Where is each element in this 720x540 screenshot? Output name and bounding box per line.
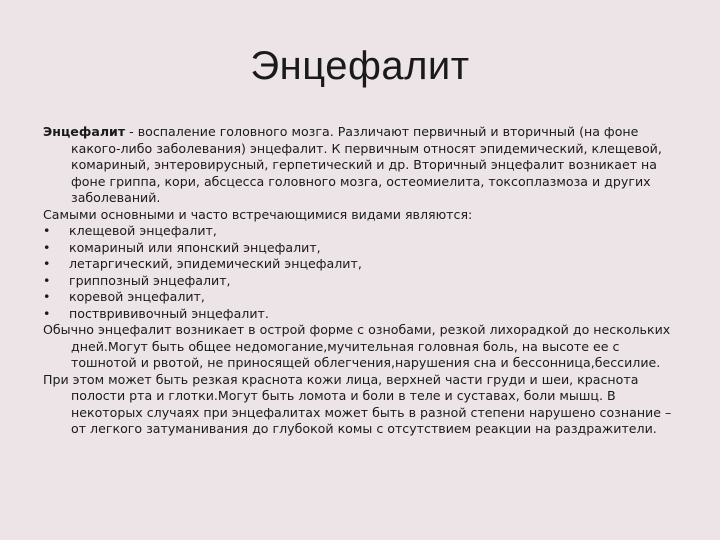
- types-intro: Самыми основными и часто встречающимися видами являются:: [43, 206, 473, 222]
- intro-term: Энцефалит: [43, 124, 126, 139]
- onset-paragraph: Обычно энцефалит возникает в острой форме с ознобами, резкой лихорадкой до нескольких дней.Могут быть общее недомогание,мучительная головная боль, на высоте ее с тошнотой и рвотой, не приносящей облегчения,нарушения сна и бессонница,бессилие.: [43, 322, 671, 370]
- list-item: [43, 256, 683, 273]
- list-item: [43, 273, 683, 290]
- page-title: Энцефалит: [250, 44, 470, 88]
- list-item: [43, 240, 683, 257]
- bullet-icon: •: [43, 256, 51, 271]
- bullet-icon: •: [43, 289, 51, 304]
- bullet-icon: •: [43, 223, 51, 238]
- list-item-text: комариный или японский энцефалит,: [69, 239, 321, 255]
- slide-body: [43, 124, 683, 438]
- list-item-text: летаргический, эпидемический энцефалит,: [69, 256, 362, 271]
- list-item-text: постврививочный энцефалит.: [69, 305, 269, 321]
- intro-text: - воспаление головного мозга. Различают первичный и вторичный (на фоне какого-либо заболевания) энцефалит. К первичным относят эпидемический, клещевой, комариный, энтеровирусный, герпетический и др. Вторичный энцефалит возникает на фоне гриппа, кори, абсцесса головного мозга, остеомиелита, токсоплазмоза и других заболеваний.: [71, 124, 662, 205]
- bullet-icon: •: [43, 239, 51, 255]
- list-item: [43, 289, 683, 306]
- list-item: [43, 306, 683, 323]
- list-item-text: клещевой энцефалит,: [69, 223, 217, 238]
- symptoms-paragraph: При этом может быть резкая краснота кожи лица, верхней части груди и шеи, краснота полости рта и глотки.Могут быть ломота и боли в теле и суставах, боли мышц. В некоторых случаях при энцефалитах может быть в разной степени нарушено сознание – от легкого затуманивания до глубокой комы с отсутствием реакции на раздражители.: [43, 371, 672, 436]
- bullet-icon: •: [43, 305, 51, 321]
- list-item: [43, 223, 683, 240]
- bullet-icon: •: [43, 272, 51, 288]
- types-list: [43, 223, 683, 322]
- list-item-text: коревой энцефалит,: [69, 289, 205, 304]
- intro-paragraph: [43, 124, 683, 207]
- list-item-text: гриппозный энцефалит,: [69, 272, 231, 288]
